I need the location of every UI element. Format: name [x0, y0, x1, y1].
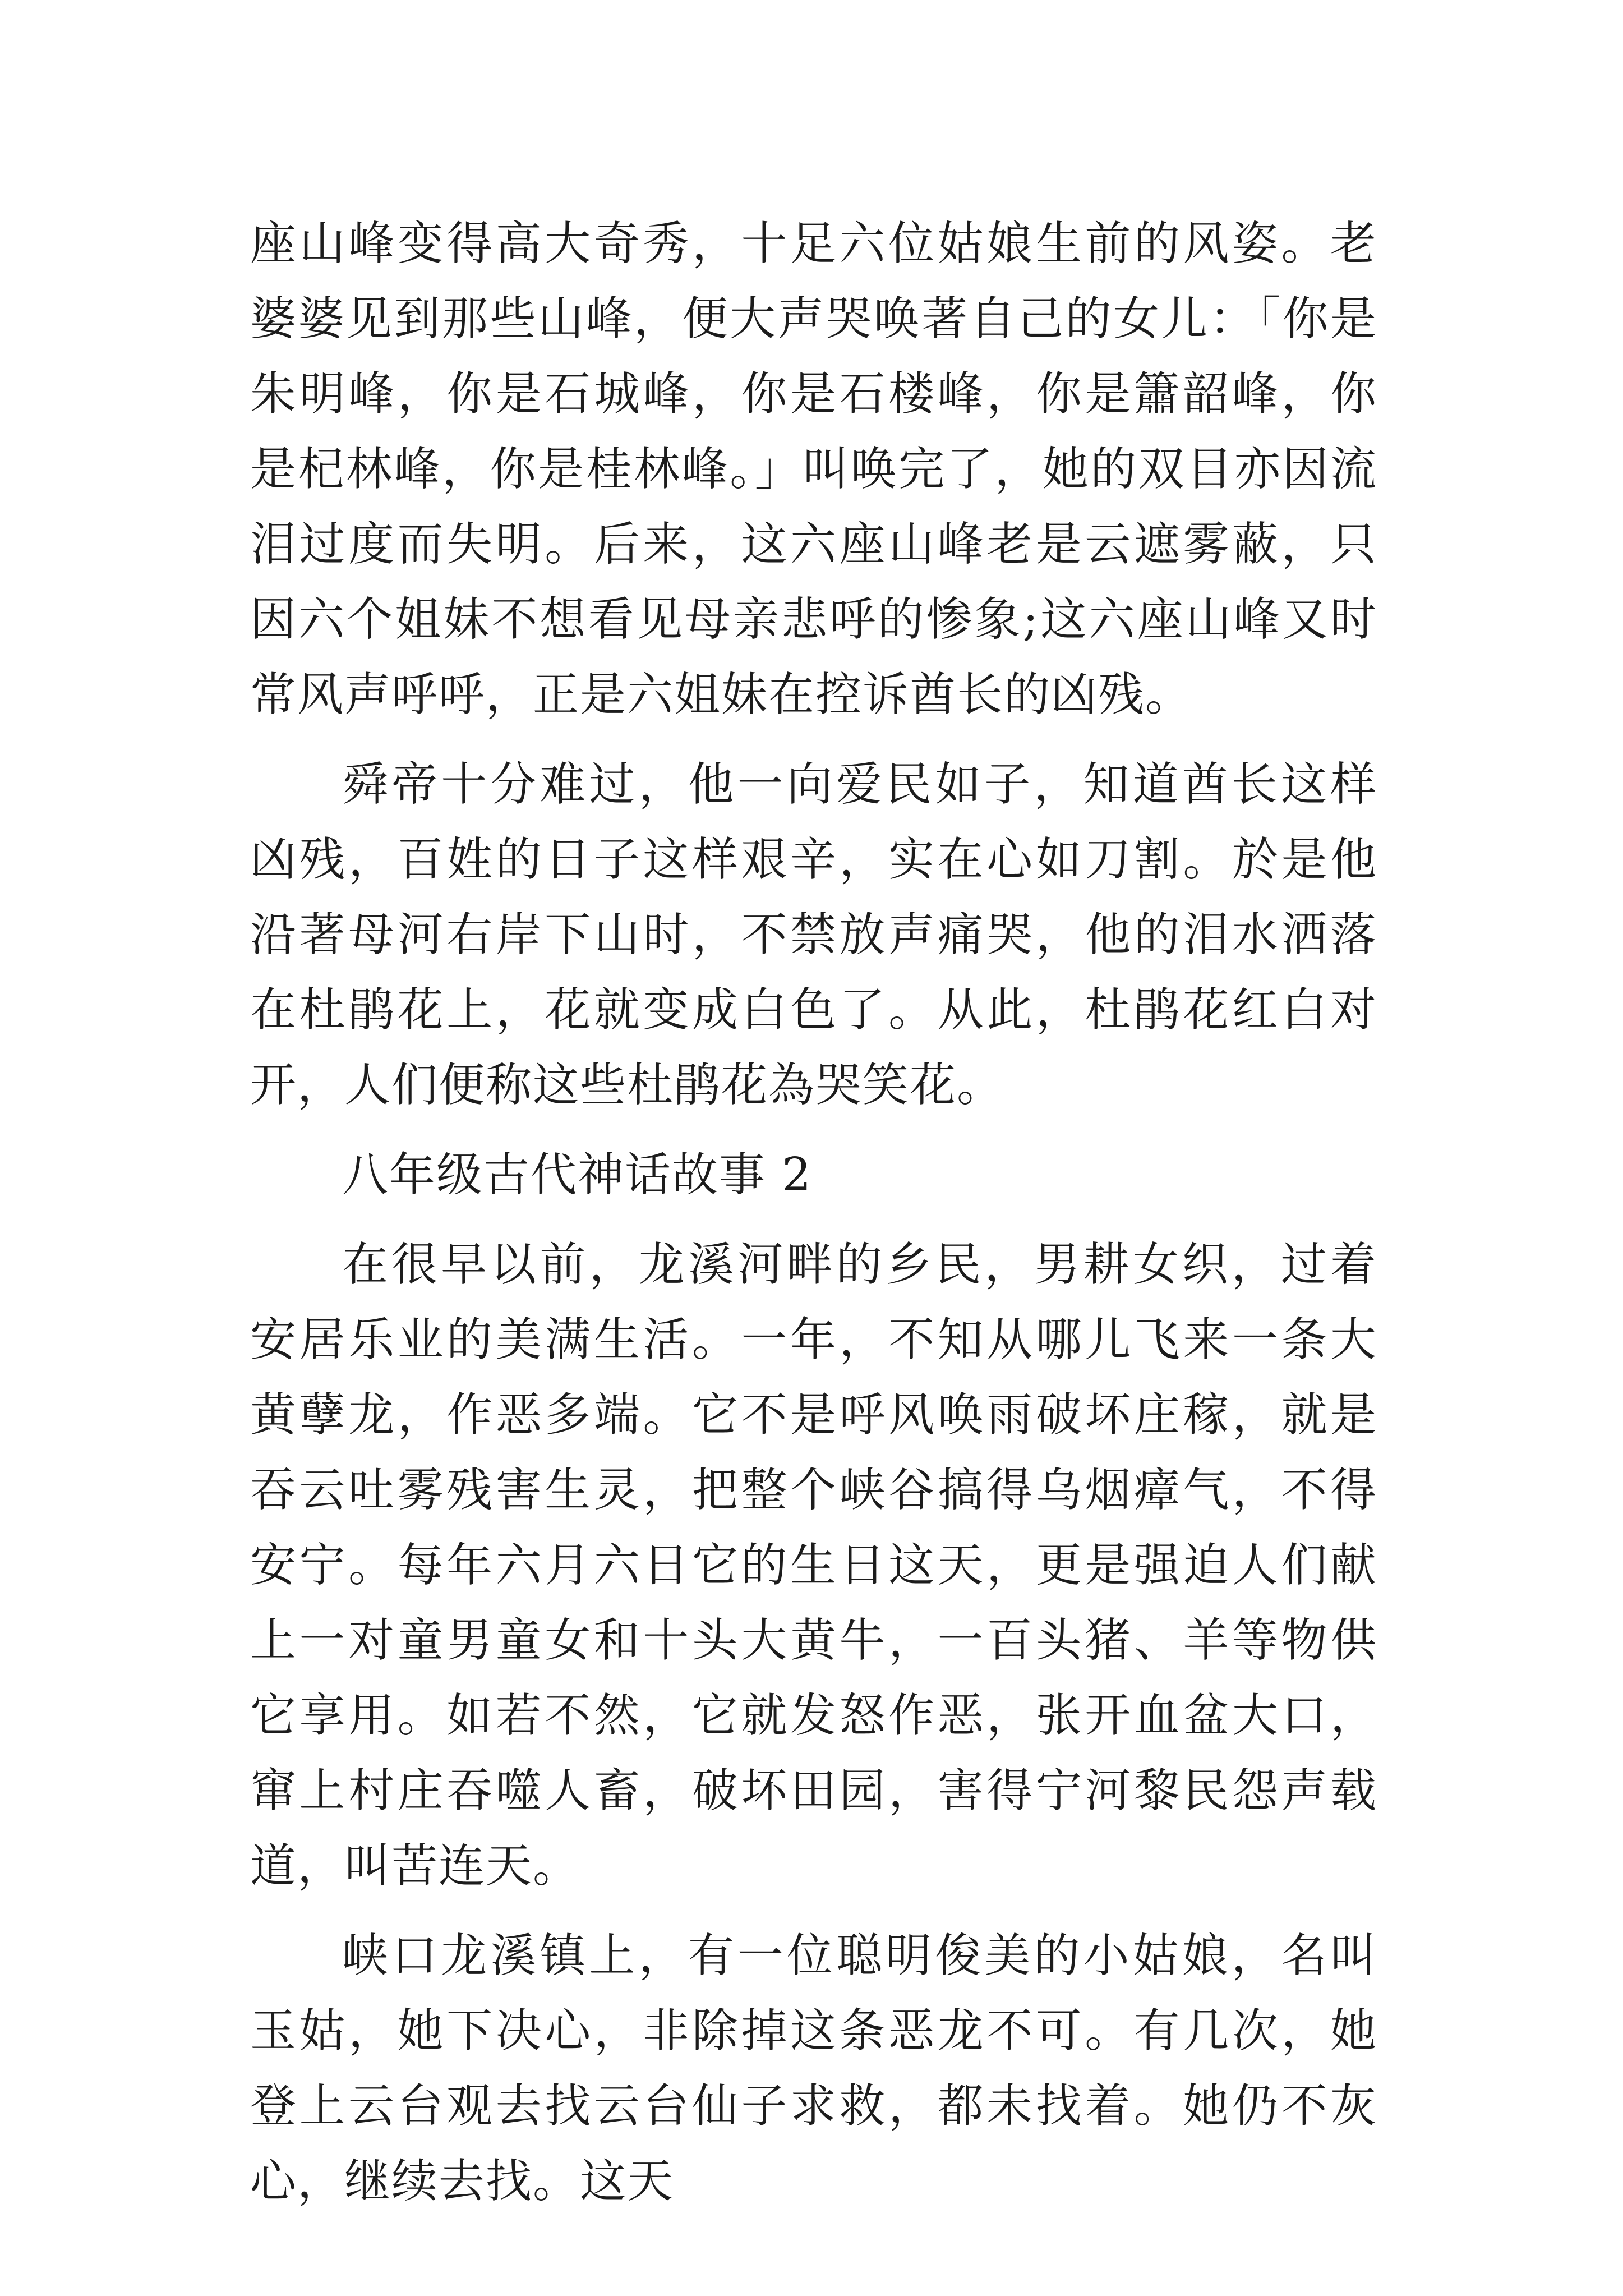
- document-body: [250, 206, 1377, 2234]
- paragraph-3: 在很早以前，龙溪河畔的乡民，男耕女织，过着安居乐业的美满生活。一年，不知从哪儿飞来一条大黄孽龙，作恶多端。它不是呼风唤雨破坏庄稼，就是吞云吐雾残害生灵，把整个峡谷搞得乌烟瘴气，不得安宁。每年六月六日它的生日这天，更是强迫人们献上一对童男童女和十头大黄牛，一百头猪、羊等物供它享用。如若不然，它就发怒作恶，张开血盆大口，窜上村庄吞噬人畜，破坏田园，害得宁河黎民怨声载道，叫苦连天。: [250, 1238, 1377, 1893]
- section-heading: 八年级古代神话故事 2: [342, 1148, 813, 1202]
- paragraph-4: 峡口龙溪镇上，有一位聪明俊美的小姑娘，名叫玉姑，她下决心，非除掉这条恶龙不可。有几次，她登上云台观去找云台仙子求救，都未找着。她仍不灰心，继续去找。这天: [250, 1929, 1377, 2208]
- paragraph-2: 舜帝十分难过，他一向爱民如子，知道酋长这样凶残，百姓的日子这样艰辛，实在心如刀割。於是他沿著母河右岸下山时，不禁放声痛哭，他的泪水洒落在杜鹃花上，花就变成白色了。从此，杜鹃花红白对开，人们便称这些杜鹃花為哭笑花。: [250, 758, 1377, 1112]
- paragraph-1: 座山峰变得高大奇秀，十足六位姑娘生前的风姿。老婆婆见到那些山峰，便大声哭唤著自己的女儿：「你是朱明峰，你是石城峰，你是石楼峰，你是簫韶峰，你是杞林峰，你是桂林峰。」叫唤完了，她的双目亦因流泪过度而失明。后来，这六座山峰老是云遮雾蔽，只因六个姐妹不想看见母亲悲呼的惨象;这六座山峰又时常风声呼呼，正是六姐妹在控诉酋长的凶残。: [250, 217, 1377, 721]
